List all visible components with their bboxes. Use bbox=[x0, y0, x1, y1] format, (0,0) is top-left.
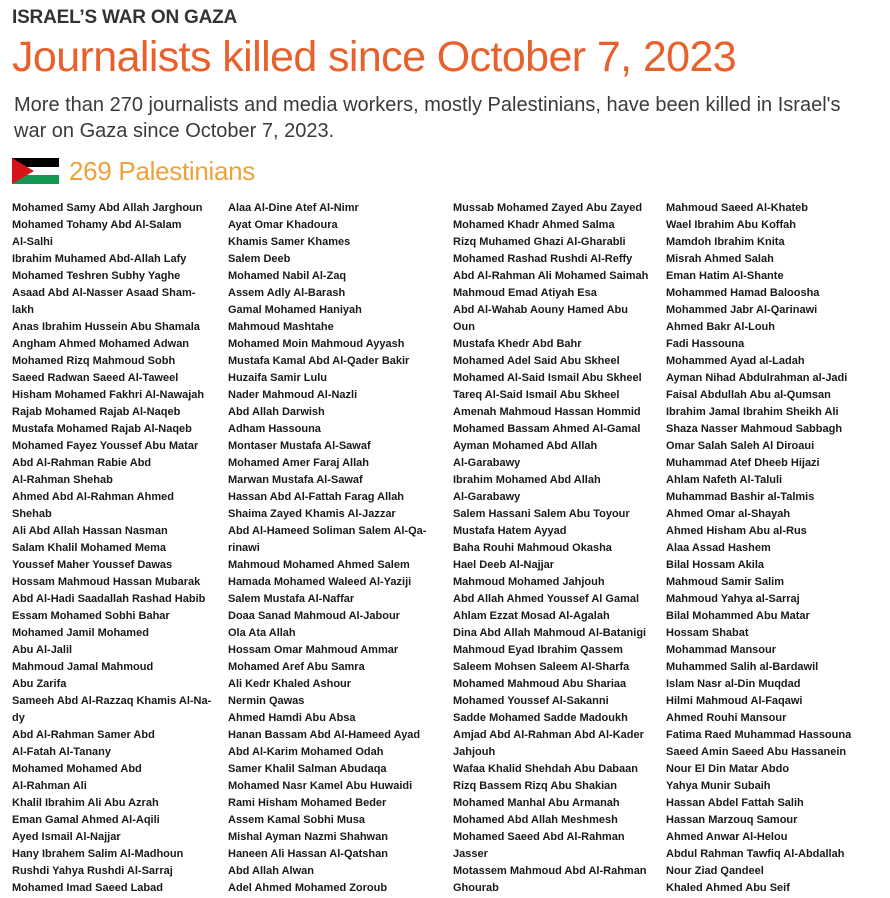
page-title: Journalists killed since October 7, 2023 bbox=[12, 33, 737, 81]
name-line: Abd Al-Hadi Saadallah Rashad Habib bbox=[12, 593, 206, 605]
name-line: Bilal Mohammed Abu Matar bbox=[666, 610, 810, 622]
name-line: Mohamed Saeed Abd Al-Rahman bbox=[453, 831, 625, 843]
name-line: Ahmed Hamdi Abu Absa bbox=[228, 712, 356, 724]
name-line: Rajab Mohamed Rajab Al-Naqeb bbox=[12, 406, 181, 418]
name-line: Mohamed Abd Allah Meshmesh bbox=[453, 814, 618, 826]
name-line: Mohamed Khadr Ahmed Salma bbox=[453, 219, 615, 231]
name-line: Huzaifa Samir Lulu bbox=[228, 372, 328, 384]
name-line: Mohamed Aref Abu Samra bbox=[228, 661, 365, 673]
name-line: Mohamed Rizq Mahmoud Sobh bbox=[12, 355, 176, 367]
name-line: Wael Ibrahim Abu Koffah bbox=[666, 219, 796, 231]
name-line: Adham Hassouna bbox=[228, 423, 321, 435]
names-column-2 bbox=[228, 200, 443, 897]
name-line: Amenah Mahmoud Hassan Hommid bbox=[453, 406, 641, 418]
name-line: Mahmoud Mohamed Ahmed Salem bbox=[228, 559, 410, 571]
name-line: Ahlam Ezzat Mosad Al-Agalah bbox=[453, 610, 610, 622]
name-line: Mahmoud Samir Salim bbox=[666, 576, 784, 588]
name-line: Mohamed Rashad Rushdi Al-Reffy bbox=[453, 253, 633, 265]
name-line: Mohamed Moin Mahmoud Ayyash bbox=[228, 338, 405, 350]
name-line: Nour Ziad Qandeel bbox=[666, 865, 764, 877]
name-line: lakh bbox=[12, 304, 35, 316]
name-line: Mahmoud Jamal Mahmoud bbox=[12, 661, 154, 673]
name-line: Montaser Mustafa Al-Sawaf bbox=[228, 440, 371, 452]
name-line: Hanan Bassam Abd Al-Hameed Ayad bbox=[228, 729, 421, 741]
name-line: Ahmed Hisham Abu al-Rus bbox=[666, 525, 807, 537]
name-line: Saeed Amin Saeed Abu Hassanein bbox=[666, 746, 847, 758]
name-line: Mohamed Fayez Youssef Abu Matar bbox=[12, 440, 199, 452]
name-line: Assem Adly Al-Barash bbox=[228, 287, 346, 299]
section-header bbox=[12, 156, 255, 186]
name-line: Fadi Hassouna bbox=[666, 338, 745, 350]
name-line: Yahya Munir Subaih bbox=[666, 780, 771, 792]
name-line: Baha Rouhi Mahmoud Okasha bbox=[453, 542, 612, 554]
name-line: Hassan Abd Al-Fattah Farag Allah bbox=[228, 491, 405, 503]
subtitle: More than 270 journalists and media workers, mostly Palestinians, have been killed in Israel's war on Gaza since October 7, 2023. bbox=[14, 94, 841, 142]
name-line: Marwan Mustafa Al-Sawaf bbox=[228, 474, 363, 486]
name-line: Saeed Radwan Saeed Al-Taweel bbox=[12, 372, 179, 384]
name-line: Abd Al-Wahab Aouny Hamed Abu bbox=[453, 304, 628, 316]
name-line: Mohamed Mohamed Abd bbox=[12, 763, 142, 775]
name-line: Essam Mohamed Sobhi Bahar bbox=[12, 610, 170, 622]
name-line: Al-Rahman Shehab bbox=[12, 474, 113, 486]
name-line: Alaa Assad Hashem bbox=[666, 542, 771, 554]
name-line: Misrah Ahmed Salah bbox=[666, 253, 774, 265]
name-line: Abdul Rahman Tawfiq Al-Abdallah bbox=[666, 848, 845, 860]
name-line: Al-Salhi bbox=[12, 236, 53, 248]
name-line: Abd Al-Rahman Rabie Abd bbox=[12, 457, 152, 469]
names-column-4 bbox=[666, 200, 881, 897]
name-line: Mohammed Hamad Baloosha bbox=[666, 287, 820, 299]
name-line: Mustafa Hatem Ayyad bbox=[453, 525, 567, 537]
name-line: Rizq Bassem Rizq Abu Shakian bbox=[453, 780, 618, 792]
name-line: Amjad Abd Al-Rahman Abd Al-Kader bbox=[453, 729, 644, 741]
name-line: Abd Allah Alwan bbox=[228, 865, 314, 877]
names-list bbox=[12, 200, 882, 898]
name-line: Dina Abd Allah Mahmoud Al-Batanigi bbox=[453, 627, 647, 639]
name-line: Shehab bbox=[12, 508, 52, 520]
name-line: Jahjouh bbox=[453, 746, 496, 758]
name-line: Ahmed Abd Al-Rahman Ahmed bbox=[12, 491, 174, 503]
name-line: Khaled Ahmed Abu Seif bbox=[666, 882, 790, 894]
name-line: Ali Abd Allah Hassan Nasman bbox=[12, 525, 168, 537]
name-line: Ayman Mohamed Abd Allah bbox=[453, 440, 598, 452]
name-line: Rizq Muhamed Ghazi Al-Gharabli bbox=[453, 236, 626, 248]
name-line: Mohamed Samy Abd Allah Jarghoun bbox=[12, 202, 203, 214]
name-line: Islam Nasr al-Din Muqdad bbox=[666, 678, 801, 690]
name-line: Mohammed Jabr Al-Qarinawi bbox=[666, 304, 818, 316]
name-line: Al-Garabawy bbox=[453, 491, 521, 503]
section-label: 269 Palestinians bbox=[69, 155, 255, 186]
name-line: Abu Al-Jalil bbox=[12, 644, 73, 656]
name-line: Ahmed Omar al-Shayah bbox=[666, 508, 791, 520]
name-line: dy bbox=[12, 712, 25, 724]
name-line: Ahmed Rouhi Mansour bbox=[666, 712, 787, 724]
name-line: Mustafa Mohamed Rajab Al-Naqeb bbox=[12, 423, 192, 435]
name-line: Muhammad Atef Dheeb Hijazi bbox=[666, 457, 820, 469]
name-line: Hamada Mohamed Waleed Al-Yaziji bbox=[228, 576, 412, 588]
name-line: rinawi bbox=[228, 542, 260, 554]
name-line: Mohamed Jamil Mohamed bbox=[12, 627, 149, 639]
name-line: Motassem Mahmoud Abd Al-Rahman bbox=[453, 865, 647, 877]
name-line: Tareq Al-Said Ismail Abu Skheel bbox=[453, 389, 620, 401]
name-line: Gamal Mohamed Haniyah bbox=[228, 304, 362, 316]
name-line: Mohamed Tohamy Abd Al-Salam bbox=[12, 219, 182, 231]
name-line: Eman Hatim Al-Shante bbox=[666, 270, 784, 282]
name-line: Mohammed Ayad al-Ladah bbox=[666, 355, 805, 367]
name-line: Ayed Ismail Al-Najjar bbox=[12, 831, 121, 843]
name-line: Angham Ahmed Mohamed Adwan bbox=[12, 338, 190, 350]
name-line: Mohamed Teshren Subhy Yaghe bbox=[12, 270, 181, 282]
name-line: Hassan Marzouq Samour bbox=[666, 814, 798, 826]
name-line: Nermin Qawas bbox=[228, 695, 305, 707]
name-line: Mohamed Amer Faraj Allah bbox=[228, 457, 369, 469]
palestine-flag-icon bbox=[12, 158, 59, 184]
name-line: Bilal Hossam Akila bbox=[666, 559, 765, 571]
name-line: Hisham Mohamed Fakhri Al-Nawajah bbox=[12, 389, 205, 401]
name-line: Wafaa Khalid Shehdah Abu Dabaan bbox=[453, 763, 638, 775]
name-line: Fatima Raed Muhammad Hassouna bbox=[666, 729, 852, 741]
name-line: Ibrahim Mohamed Abd Allah bbox=[453, 474, 601, 486]
name-line: Salam Khalil Mohamed Mema bbox=[12, 542, 167, 554]
name-line: Ibrahim Jamal Ibrahim Sheikh Ali bbox=[666, 406, 839, 418]
name-line: Mamdoh Ibrahim Knita bbox=[666, 236, 785, 248]
name-line: Abd Al-Rahman Ali Mohamed Saimah bbox=[453, 270, 649, 282]
name-line: Abd Allah Darwish bbox=[228, 406, 325, 418]
name-line: Mohamed Imad Saeed Labad bbox=[12, 882, 163, 894]
name-line: Adel Ahmed Mohamed Zoroub bbox=[228, 882, 388, 894]
name-line: Doaa Sanad Mahmoud Al-Jabour bbox=[228, 610, 400, 622]
name-line: Hael Deeb Al-Najjar bbox=[453, 559, 555, 571]
name-line: Hossam Omar Mahmoud Ammar bbox=[228, 644, 399, 656]
name-line: Rami Hisham Mohamed Beder bbox=[228, 797, 387, 809]
name-line: Abu Zarifa bbox=[12, 678, 67, 690]
name-line: Hossam Mahmoud Hassan Mubarak bbox=[12, 576, 201, 588]
names-column-1 bbox=[12, 200, 227, 897]
name-line: Mustafa Khedr Abd Bahr bbox=[453, 338, 582, 350]
name-line: Salem Hassani Salem Abu Toyour bbox=[453, 508, 630, 520]
name-line: Abd Al-Hameed Soliman Salem Al-Qa- bbox=[228, 525, 427, 537]
name-line: Mahmoud Mashtahe bbox=[228, 321, 334, 333]
name-line: Ola Ata Allah bbox=[228, 627, 296, 639]
name-line: Mohamed Adel Said Abu Skheel bbox=[453, 355, 620, 367]
name-line: Salem Deeb bbox=[228, 253, 291, 265]
name-line: Shaza Nasser Mahmoud Sabbagh bbox=[666, 423, 843, 435]
name-line: Saleem Mohsen Saleem Al-Sharfa bbox=[453, 661, 630, 673]
name-line: Mohamed Mahmoud Abu Shariaa bbox=[453, 678, 627, 690]
name-line: Youssef Maher Youssef Dawas bbox=[12, 559, 173, 571]
name-line: Mahmoud Saeed Al-Khateb bbox=[666, 202, 808, 214]
name-line: Abd Al-Karim Mohamed Odah bbox=[228, 746, 384, 758]
name-line: Al-Fatah Al-Tanany bbox=[12, 746, 112, 758]
name-line: Sameeh Abd Al-Razzaq Khamis Al-Na- bbox=[12, 695, 212, 707]
name-line: Muhammad Bashir al-Talmis bbox=[666, 491, 815, 503]
name-line: Rushdi Yahya Rushdi Al-Sarraj bbox=[12, 865, 173, 877]
name-line: Alaa Al-Dine Atef Al-Nimr bbox=[228, 202, 359, 214]
name-line: Ayman Nihad Abdulrahman al-Jadi bbox=[666, 372, 848, 384]
name-line: Ahmed Anwar Al-Helou bbox=[666, 831, 788, 843]
name-line: Mahmoud Eyad Ibrahim Qassem bbox=[453, 644, 623, 656]
name-line: Khamis Samer Khames bbox=[228, 236, 351, 248]
name-line: Mohamed Al-Said Ismail Abu Skheel bbox=[453, 372, 642, 384]
name-line: Mohamed Manhal Abu Armanah bbox=[453, 797, 620, 809]
name-line: Ibrahim Muhamed Abd-Allah Lafy bbox=[12, 253, 187, 265]
kicker: ISRAEL’S WAR ON GAZA bbox=[12, 7, 238, 28]
name-line: Mahmoud Yahya al-Sarraj bbox=[666, 593, 800, 605]
name-line: Sadde Mohamed Sadde Madoukh bbox=[453, 712, 628, 724]
name-line: Mohamed Bassam Ahmed Al-Gamal bbox=[453, 423, 641, 435]
name-line: Mohamed Youssef Al-Sakanni bbox=[453, 695, 609, 707]
name-line: Abd Allah Ahmed Youssef Al Gamal bbox=[453, 593, 640, 605]
name-line: Faisal Abdullah Abu al-Qumsan bbox=[666, 389, 831, 401]
name-line: Oun bbox=[453, 321, 475, 333]
name-line: Asaad Abd Al-Nasser Asaad Sham- bbox=[12, 287, 196, 299]
name-line: Ghourab bbox=[453, 882, 499, 894]
name-line: Mishal Ayman Nazmi Shahwan bbox=[228, 831, 388, 843]
name-line: Nour El Din Matar Abdo bbox=[666, 763, 790, 775]
name-line: Nader Mahmoud Al-Nazli bbox=[228, 389, 358, 401]
name-line: Hany Ibrahem Salim Al-Madhoun bbox=[12, 848, 184, 860]
name-line: Samer Khalil Salman Abudaqa bbox=[228, 763, 387, 775]
name-line: Eman Gamal Ahmed Al-Aqili bbox=[12, 814, 160, 826]
name-line: Mussab Mohamed Zayed Abu Zayed bbox=[453, 202, 643, 214]
name-line: Mahmoud Mohamed Jahjouh bbox=[453, 576, 605, 588]
name-line: Hossam Shabat bbox=[666, 627, 749, 639]
name-line: Ahmed Bakr Al-Louh bbox=[666, 321, 775, 333]
name-line: Ahlam Nafeth Al-Taluli bbox=[666, 474, 783, 486]
name-line: Hilmi Mahmoud Al-Faqawi bbox=[666, 695, 803, 707]
name-line: Mahmoud Emad Atiyah Esa bbox=[453, 287, 597, 299]
name-line: Mustafa Kamal Abd Al-Qader Bakir bbox=[228, 355, 410, 367]
names-column-3 bbox=[453, 200, 668, 897]
name-line: Mohammad Mansour bbox=[666, 644, 777, 656]
name-line: Jasser bbox=[453, 848, 488, 860]
name-line: Shaima Zayed Khamis Al-Jazzar bbox=[228, 508, 396, 520]
name-line: Mohamed Nasr Kamel Abu Huwaidi bbox=[228, 780, 413, 792]
name-line: Khalil Ibrahim Ali Abu Azrah bbox=[12, 797, 159, 809]
name-line: Haneen Ali Hassan Al-Qatshan bbox=[228, 848, 388, 860]
name-line: Ayat Omar Khadoura bbox=[228, 219, 338, 231]
name-line: Al-Garabawy bbox=[453, 457, 521, 469]
name-line: Ali Kedr Khaled Ashour bbox=[228, 678, 352, 690]
name-line: Salem Mustafa Al-Naffar bbox=[228, 593, 355, 605]
name-line: Mohamed Nabil Al-Zaq bbox=[228, 270, 347, 282]
name-line: Al-Rahman Ali bbox=[12, 780, 87, 792]
name-line: Hassan Abdel Fattah Salih bbox=[666, 797, 804, 809]
name-line: Abd Al-Rahman Samer Abd bbox=[12, 729, 155, 741]
name-line: Assem Kamal Sobhi Musa bbox=[228, 814, 365, 826]
name-line: Anas Ibrahim Hussein Abu Shamala bbox=[12, 321, 200, 333]
name-line: Muhammed Salih al-Bardawil bbox=[666, 661, 819, 673]
name-line: Omar Salah Saleh Al Diroaui bbox=[666, 440, 815, 452]
